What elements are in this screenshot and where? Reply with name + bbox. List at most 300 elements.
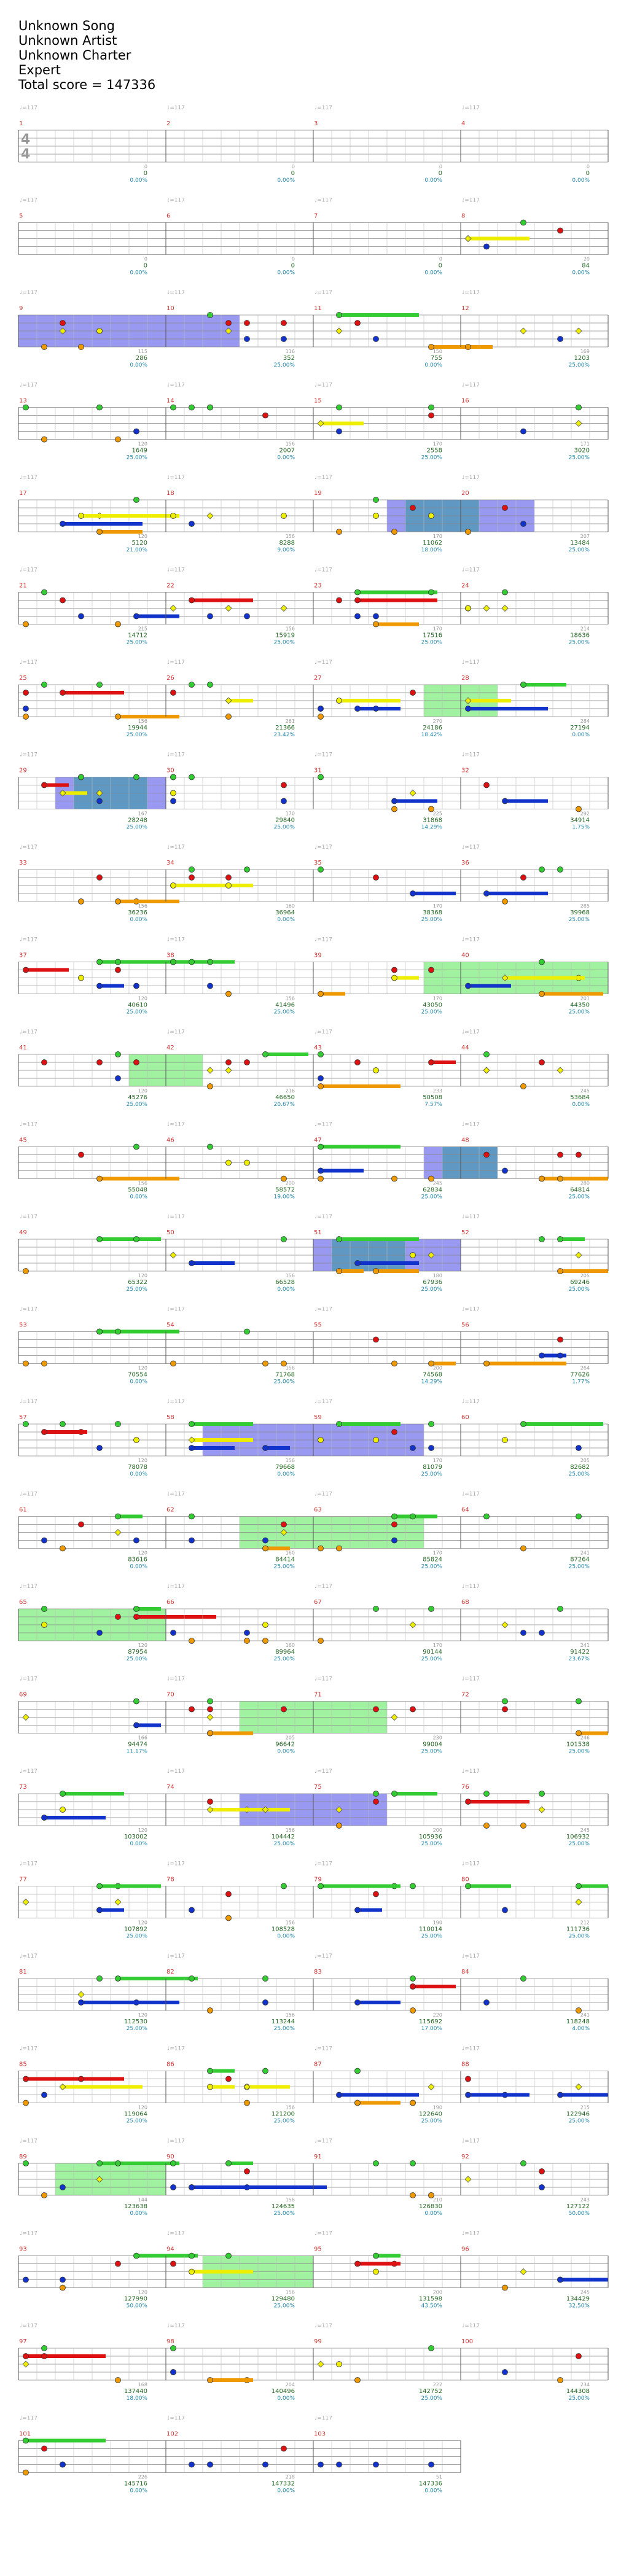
- note-streak: 120: [138, 1827, 147, 1833]
- green-note: [502, 590, 508, 595]
- red-note: [392, 1430, 397, 1435]
- sustain-tail: [468, 984, 511, 988]
- green-note: [208, 2068, 213, 2074]
- hopo-note: [60, 2084, 66, 2090]
- red-note: [373, 1706, 379, 1712]
- measure-percent: 25.00%: [421, 454, 442, 461]
- yellow-note: [337, 2362, 342, 2367]
- measure-score: 65322: [128, 1279, 147, 1286]
- orange-note: [115, 2378, 121, 2383]
- note-streak: 170: [285, 811, 295, 817]
- note-streak: 0: [439, 256, 442, 262]
- measure-score: 105936: [418, 1834, 442, 1840]
- measure-percent: 11.17%: [126, 1748, 147, 1755]
- green-note: [337, 1422, 342, 1427]
- note-streak: 156: [285, 995, 295, 1002]
- green-note: [60, 1791, 66, 1797]
- red-note: [42, 2446, 47, 2451]
- note-streak: 156: [285, 2012, 295, 2018]
- measure-score: 755: [430, 355, 442, 362]
- hopo-note: [23, 1899, 29, 1905]
- measure-number: 78: [166, 1876, 174, 1883]
- tempo-marker: ♩=117: [20, 1214, 37, 1220]
- measure-number: 26: [166, 675, 174, 682]
- measure-score: 145716: [123, 2480, 147, 2488]
- red-note: [42, 1430, 47, 1435]
- chart-row: [18, 130, 608, 162]
- measure-score: 123638: [123, 2203, 147, 2210]
- measure-percent: 0.00%: [277, 1933, 295, 1940]
- tempo-marker: ♩=117: [20, 2323, 37, 2329]
- yellow-note: [42, 1622, 47, 1628]
- measure-score: 121200: [271, 2111, 295, 2118]
- orange-note: [558, 1176, 563, 1181]
- measure-score: 36964: [275, 909, 295, 916]
- song-title: Unknown Song: [18, 18, 115, 33]
- measure-percent: 17.00%: [421, 2026, 442, 2032]
- sustain-tail: [81, 514, 143, 518]
- tempo-marker: ♩=117: [462, 1861, 480, 1867]
- blue-note: [337, 2462, 342, 2467]
- tempo-marker: ♩=117: [20, 475, 37, 481]
- green-note: [226, 2253, 232, 2259]
- hopo-note: [225, 698, 232, 704]
- measure-number: 36: [461, 860, 469, 866]
- note-streak: 170: [432, 903, 442, 909]
- orange-note: [23, 714, 29, 720]
- measure-score: 38368: [423, 909, 442, 916]
- green-note: [115, 1052, 121, 1057]
- tempo-marker: ♩=117: [314, 1953, 332, 1959]
- note-streak: 200: [285, 1180, 295, 1186]
- yellow-note: [171, 790, 176, 796]
- blue-note: [558, 1353, 563, 1358]
- measure-score: 91422: [570, 1649, 590, 1656]
- measure-number: 54: [166, 1321, 174, 1329]
- red-note: [189, 875, 195, 881]
- green-note: [337, 405, 342, 410]
- measure-score: 17516: [423, 632, 442, 639]
- orange-note: [337, 1546, 342, 1551]
- note-streak: 261: [285, 718, 295, 724]
- note-streak: 156: [285, 2104, 295, 2111]
- note-streak: 233: [432, 1088, 442, 1094]
- measure-score: 46650: [275, 1094, 295, 1101]
- measure-percent: 0.00%: [130, 2211, 147, 2217]
- red-note: [23, 690, 29, 696]
- sustain-tail: [100, 1885, 161, 1888]
- measure-percent: 25.00%: [421, 917, 442, 923]
- red-note: [410, 690, 416, 696]
- measure-number: 75: [314, 1784, 322, 1791]
- blue-note: [521, 429, 526, 434]
- green-note: [558, 1237, 563, 1242]
- green-note: [281, 1237, 287, 1242]
- measure-percent: 25.00%: [273, 1009, 295, 1016]
- hopo-note: [207, 1714, 213, 1721]
- blue-note: [60, 521, 66, 527]
- green-note: [97, 405, 103, 410]
- measure-score: 74568: [423, 1371, 442, 1379]
- hopo-note: [576, 1252, 582, 1258]
- note-streak: 0: [439, 164, 442, 169]
- orange-note: [318, 1084, 324, 1089]
- red-note: [171, 690, 176, 696]
- note-streak: 120: [138, 2104, 147, 2111]
- note-streak: 270: [432, 718, 442, 724]
- hopo-note: [244, 2084, 250, 2090]
- note-streak: 216: [285, 1088, 295, 1094]
- green-note: [189, 867, 195, 873]
- tempo-marker: ♩=117: [20, 844, 37, 850]
- note-streak: 170: [432, 1550, 442, 1556]
- blue-note: [97, 1446, 103, 1451]
- sustain-tail: [357, 2001, 400, 2004]
- blue-note: [373, 706, 379, 712]
- note-streak: 245: [580, 1827, 590, 1833]
- green-note: [189, 1422, 195, 1427]
- red-note: [373, 875, 379, 881]
- chart-row: [18, 867, 608, 905]
- green-note: [373, 2161, 379, 2166]
- sustain-tail: [100, 1237, 161, 1241]
- yellow-note: [189, 2269, 195, 2274]
- orange-note: [373, 1269, 379, 1274]
- green-note: [23, 2161, 29, 2166]
- measure-percent: 0.00%: [572, 1102, 590, 1108]
- sustain-tail: [468, 1800, 529, 1804]
- red-note: [281, 1706, 287, 1712]
- red-note: [23, 2076, 29, 2082]
- hopo-note: [78, 1991, 84, 1998]
- measure-percent: 18.00%: [421, 547, 442, 553]
- tempo-marker: ♩=117: [20, 1491, 37, 1498]
- measure-number: 14: [166, 397, 174, 405]
- orange-note: [208, 1084, 213, 1089]
- chart-row: [18, 1422, 608, 1457]
- note-streak: 292: [580, 811, 590, 817]
- tempo-marker: ♩=117: [167, 1121, 185, 1128]
- hopo-note: [207, 1807, 213, 1813]
- note-streak: 225: [432, 811, 442, 817]
- sustain-tail: [100, 2162, 179, 2165]
- measure-score: 62834: [423, 1186, 442, 1194]
- green-note: [115, 1514, 121, 1519]
- green-note: [189, 405, 195, 410]
- green-note: [171, 774, 176, 780]
- orange-note: [521, 1084, 526, 1089]
- green-note: [576, 1699, 582, 1704]
- red-note: [226, 1060, 232, 1065]
- red-note: [244, 1060, 250, 1065]
- blue-note: [263, 2000, 268, 2006]
- note-streak: 200: [432, 1365, 442, 1371]
- red-note: [115, 1614, 121, 1620]
- tempo-marker: ♩=117: [462, 567, 480, 574]
- red-note: [410, 1984, 416, 1990]
- sustain-tail: [468, 2093, 529, 2097]
- orange-note: [318, 714, 324, 720]
- note-streak: 160: [285, 1643, 295, 1648]
- red-note: [502, 1706, 508, 1712]
- measure-percent: 23.42%: [273, 732, 295, 738]
- measure-score: 66528: [275, 1279, 295, 1286]
- tempo-marker: ♩=117: [20, 2138, 37, 2144]
- measure-number: 53: [19, 1321, 27, 1329]
- green-note: [115, 1329, 121, 1334]
- measure-percent: 0.00%: [130, 270, 147, 276]
- red-note: [79, 1522, 84, 1527]
- yellow-note: [97, 329, 103, 334]
- tempo-marker: ♩=117: [462, 475, 480, 481]
- measure-number: 61: [19, 1506, 27, 1514]
- note-streak: 120: [138, 534, 147, 539]
- note-streak: 156: [285, 1920, 295, 1926]
- measure-score: 134429: [566, 2295, 590, 2303]
- green-note: [208, 405, 213, 410]
- measure-percent: 25.00%: [568, 547, 590, 553]
- measure-number: 74: [166, 1784, 174, 1791]
- green-note: [134, 1699, 139, 1704]
- red-note: [42, 1060, 47, 1065]
- measure-score: 106932: [566, 1834, 590, 1840]
- measure-percent: 25.00%: [126, 1286, 147, 1293]
- blue-note: [558, 2092, 563, 2098]
- sustain-tail: [63, 2085, 143, 2089]
- sustain-tail: [560, 1237, 585, 1241]
- sustain-tail: [210, 1732, 253, 1735]
- sustain-tail: [413, 1985, 456, 1988]
- note-streak: 264: [580, 1365, 590, 1371]
- note-streak: 214: [580, 626, 590, 632]
- green-note: [189, 682, 195, 688]
- measure-number: 33: [19, 860, 27, 866]
- green-note: [373, 1791, 379, 1797]
- note-streak: 120: [138, 1643, 147, 1648]
- measure-percent: 0.00%: [130, 1841, 147, 1847]
- sustain-tail: [63, 691, 124, 695]
- note-streak: 156: [285, 1365, 295, 1371]
- blue-note: [521, 521, 526, 527]
- sustain-tail: [321, 1885, 400, 1888]
- measure-percent: 0.00%: [130, 1563, 147, 1570]
- measure-number: 38: [166, 952, 174, 959]
- note-streak: 150: [432, 349, 442, 354]
- measure-percent: 0.00%: [277, 917, 295, 923]
- measure-percent: 25.00%: [421, 1841, 442, 1847]
- measure-number: 102: [166, 2430, 179, 2438]
- blue-note: [392, 1538, 397, 1543]
- tempo-marker: ♩=117: [314, 197, 332, 204]
- yellow-note: [171, 883, 176, 889]
- hopo-note: [391, 1714, 397, 1721]
- sustain-tail: [118, 900, 179, 903]
- measure-percent: 25.00%: [568, 639, 590, 646]
- yellow-note: [60, 1807, 66, 1813]
- green-note: [244, 1329, 250, 1334]
- green-note: [484, 1791, 490, 1797]
- sustain-tail: [357, 2262, 400, 2266]
- tempo-marker: ♩=117: [314, 475, 332, 481]
- note-streak: 170: [432, 534, 442, 539]
- chart-row: [18, 1144, 608, 1181]
- blue-note: [410, 891, 416, 897]
- measure-number: 67: [314, 1599, 322, 1606]
- tempo-marker: ♩=117: [167, 1769, 185, 1775]
- note-streak: 168: [138, 2382, 147, 2387]
- red-note: [208, 1706, 213, 1712]
- measure-percent: 0.00%: [277, 270, 295, 276]
- orange-note: [484, 1361, 490, 1366]
- measure-score: 142752: [418, 2388, 442, 2395]
- tempo-marker: ♩=117: [462, 2323, 480, 2329]
- sustain-tail: [357, 1909, 382, 1912]
- measure-score: 118248: [566, 2018, 590, 2025]
- measure-percent: 25.00%: [421, 1286, 442, 1293]
- measure-score: 127122: [566, 2203, 590, 2210]
- blue-note: [539, 2185, 545, 2190]
- hopo-note: [483, 1067, 490, 1073]
- tempo-marker: ♩=117: [20, 1121, 37, 1128]
- note-streak: 167: [138, 811, 147, 817]
- tempo-marker: ♩=117: [462, 197, 480, 204]
- red-note: [502, 505, 508, 511]
- green-note: [429, 1606, 434, 1612]
- sustain-tail: [210, 2085, 235, 2089]
- yellow-note: [79, 975, 84, 981]
- sustain-tail: [339, 1269, 364, 1273]
- tempo-marker: ♩=117: [462, 290, 480, 296]
- chart-row: [18, 1329, 608, 1366]
- red-note: [373, 1337, 379, 1342]
- note-streak: 0: [144, 164, 147, 169]
- blue-note: [484, 244, 490, 249]
- blue-note: [189, 2462, 195, 2467]
- hopo-note: [520, 328, 526, 334]
- note-streak: 170: [432, 1458, 442, 1463]
- note-streak: 120: [138, 1920, 147, 1926]
- sustain-tail: [100, 984, 124, 988]
- tempo-marker: ♩=117: [462, 1769, 480, 1775]
- yellow-note: [134, 1438, 139, 1443]
- measure-number: 97: [19, 2338, 27, 2345]
- blue-note: [502, 1168, 508, 1173]
- sustain-tail: [265, 1446, 290, 1450]
- chart-row: [18, 405, 608, 442]
- blue-note: [373, 613, 379, 619]
- measure-score: 111736: [566, 1926, 590, 1933]
- yellow-note: [373, 513, 379, 519]
- tempo-marker: ♩=117: [314, 2045, 332, 2052]
- note-streak: 234: [580, 2382, 590, 2387]
- measure-number: 28: [461, 675, 469, 682]
- note-streak: 205: [285, 1735, 295, 1741]
- measure-score: 8288: [279, 540, 295, 547]
- note-streak: 51: [436, 2474, 442, 2480]
- measure-percent: 25.00%: [568, 362, 590, 368]
- blue-note: [466, 983, 471, 989]
- green-note: [134, 1606, 139, 1612]
- blue-note: [134, 613, 139, 619]
- measure-percent: 25.00%: [273, 2303, 295, 2309]
- hopo-note: [576, 328, 582, 334]
- artist-name: Unknown Artist: [18, 33, 117, 48]
- red-note: [97, 875, 103, 881]
- sustain-tail: [357, 1261, 419, 1265]
- tempo-marker: ♩=117: [167, 2138, 185, 2144]
- chart-row: [18, 1514, 608, 1551]
- measure-score: 87954: [128, 1649, 147, 1656]
- sustain-tail: [339, 1237, 419, 1241]
- orange-note: [42, 344, 47, 350]
- measure-score: 2007: [279, 447, 295, 454]
- hopo-note: [318, 2361, 324, 2367]
- blue-note: [318, 1076, 324, 1081]
- blue-note: [60, 2185, 66, 2190]
- green-note: [97, 959, 103, 965]
- orange-note: [466, 344, 471, 350]
- measure-number: 37: [19, 952, 27, 959]
- measure-percent: 25.00%: [568, 1286, 590, 1293]
- hopo-note: [207, 1067, 213, 1073]
- green-note: [410, 2161, 416, 2166]
- orange-note: [263, 1361, 268, 1366]
- measure-percent: 0.00%: [277, 2395, 295, 2402]
- tempo-marker: ♩=117: [314, 382, 332, 389]
- green-note: [355, 590, 361, 595]
- measure-score: 1649: [131, 447, 147, 454]
- blue-note: [23, 2277, 29, 2282]
- measure-number: 103: [314, 2430, 326, 2438]
- green-note: [171, 405, 176, 410]
- green-note: [539, 867, 545, 873]
- orange-note: [263, 1638, 268, 1644]
- note-streak: 170: [432, 626, 442, 632]
- tempo-marker: ♩=117: [20, 1861, 37, 1867]
- tempo-marker: ♩=117: [20, 1584, 37, 1590]
- tempo-marker: ♩=117: [462, 2138, 480, 2144]
- red-note: [429, 413, 434, 418]
- green-note: [539, 1237, 545, 1242]
- orange-note: [318, 1546, 324, 1551]
- sustain-tail: [579, 1885, 608, 1888]
- green-note: [484, 1052, 490, 1057]
- blue-note: [502, 2370, 508, 2375]
- sustain-tail: [63, 1792, 124, 1796]
- tempo-marker: ♩=117: [167, 1399, 185, 1405]
- tempo-marker: ♩=117: [314, 1861, 332, 1867]
- red-note: [410, 1706, 416, 1712]
- measure-score: 3020: [574, 447, 590, 454]
- measure-percent: 25.00%: [421, 1656, 442, 1662]
- measure-percent: 14.29%: [421, 1379, 442, 1385]
- measure-number: 81: [19, 1969, 27, 1975]
- measure-number: 68: [461, 1599, 469, 1606]
- measure-score: 77626: [570, 1371, 590, 1379]
- measure-score: 83616: [128, 1556, 147, 1563]
- red-note: [281, 782, 287, 788]
- blue-note: [410, 1446, 416, 1451]
- tempo-marker: ♩=117: [314, 2415, 332, 2422]
- sustain-tail: [394, 1515, 437, 1519]
- measure-percent: 32.50%: [568, 2303, 590, 2309]
- sustain-tail: [486, 892, 548, 895]
- note-streak: 120: [138, 1365, 147, 1371]
- measure-percent: 0.00%: [424, 362, 442, 368]
- measure-percent: 25.00%: [568, 1933, 590, 1940]
- green-note: [410, 1883, 416, 1889]
- time-signature-bottom: 4: [21, 147, 31, 162]
